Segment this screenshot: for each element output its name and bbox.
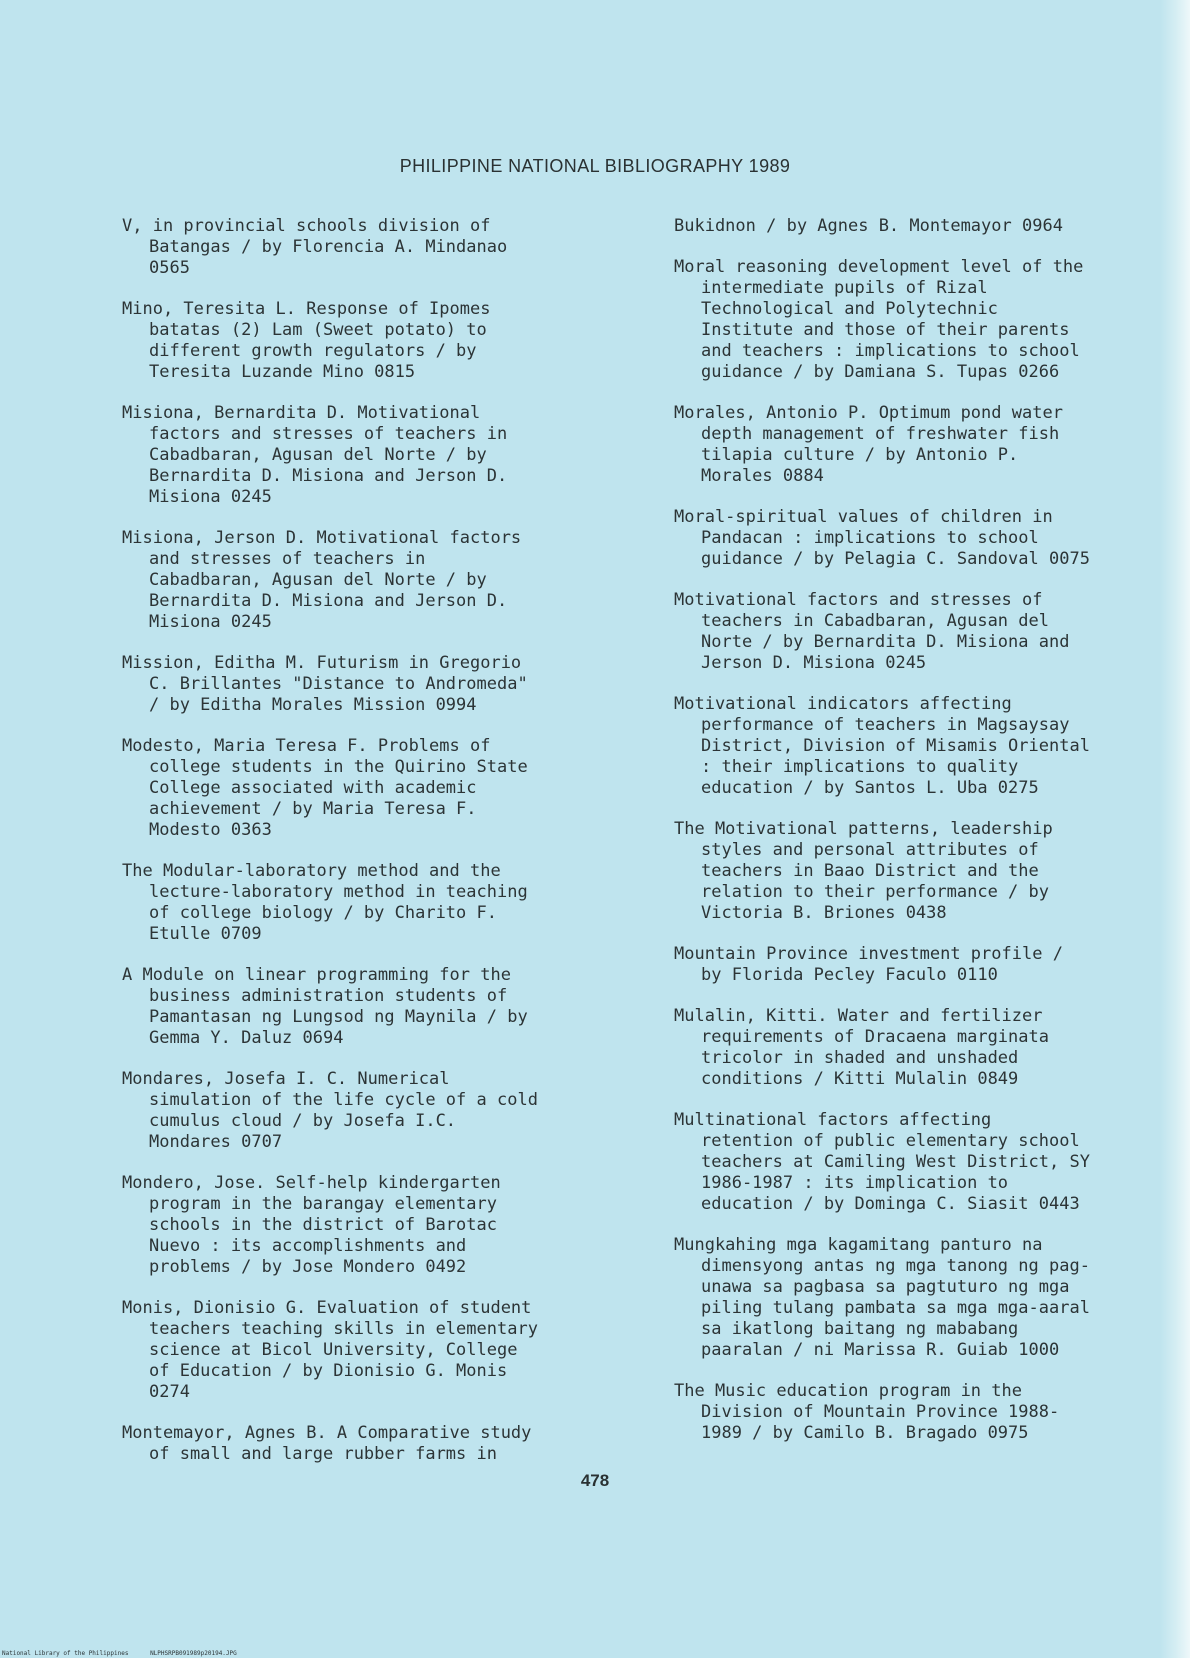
bibliography-entry: Mungkahing mga kagamitang panturo na dimensyong antas ng mga tanong ng pag- unawa sa pagbasa sa pagtuturo ng mga piling tulang pambata sa mga mga-aaral sa ikatlong baitang ng mababang paaralan / ni Marissa R. Guiab 1000 bbox=[674, 1235, 1090, 1360]
scan-footer bbox=[2, 1650, 255, 1657]
left-column bbox=[122, 216, 632, 1485]
bibliography-entry: Misiona, Jerson D. Motivational factors and stresses of teachers in Cabadbaran, Agusan del Norte / by Bernardita D. Misiona and Jerson D. Misiona 0245 bbox=[122, 528, 522, 632]
bibliography-entry: Morales, Antonio P. Optimum pond water depth management of freshwater fish tilapia culture / by Antonio P. Morales 0884 bbox=[674, 403, 1063, 486]
bibliography-entry: Moral reasoning development level of the intermediate pupils of Rizal Technological and Polytechnic Institute and those of their parents and teachers : implications to school guidance / by Damiana S. Tupas 0266 bbox=[674, 257, 1084, 382]
footer-filename: NLPHSRPB091989p20194.JPG bbox=[150, 1650, 237, 1657]
bibliography-entry: The Motivational patterns, leadership styles and personal attributes of teachers in Baao District and the relation to their performance / by Victoria B. Briones 0438 bbox=[674, 819, 1053, 923]
footer-library: National Library of the Philippines bbox=[2, 1650, 129, 1657]
bibliography-entry: The Modular-laboratory method and the lecture-laboratory method in teaching of college biology / by Charito F. Etulle 0709 bbox=[122, 861, 528, 944]
bibliography-entry: Mountain Province investment profile / by Florida Pecley Faculo 0110 bbox=[674, 944, 1063, 985]
bibliography-entry: Moral-spiritual values of children in Pandacan : implications to school guidance / by Pelagia C. Sandoval 0075 bbox=[674, 507, 1090, 569]
bibliography-entry: Mondero, Jose. Self-help kindergarten program in the barangay elementary schools in the district of Barotac Nuevo : its accomplishments and problems / by Jose Mondero 0492 bbox=[122, 1173, 501, 1277]
bibliography-entry: V, in provincial schools division of Batangas / by Florencia A. Mindanao 0565 bbox=[122, 216, 508, 278]
bibliography-entry: Mino, Teresita L. Response of Ipomes batatas (2) Lam (Sweet potato) to different growth regulators / by Teresita Luzande Mino 0815 bbox=[122, 299, 491, 382]
bibliography-entry: Mulalin, Kitti. Water and fertilizer requirements of Dracaena marginata tricolor in shaded and unshaded conditions / Kitti Mulalin 0849 bbox=[674, 1006, 1049, 1089]
bibliography-entry: Motivational factors and stresses of teachers in Cabadbaran, Agusan del Norte / by Bernardita D. Misiona and Jerson D. Misiona 0245 bbox=[674, 590, 1070, 673]
bibliography-entry: Bukidnon / by Agnes B. Montemayor 0964 bbox=[674, 216, 1063, 236]
page-number: 478 bbox=[580, 1471, 610, 1490]
bibliography-entry: Monis, Dionisio G. Evaluation of student teachers teaching skills in elementary science at Bicol University, College of Education / by Dionisio G. Monis 0274 bbox=[122, 1298, 538, 1402]
bibliography-entry: Mission, Editha M. Futurism in Gregorio C. Brillantes "Distance to Andromeda" / by Editha Morales Mission 0994 bbox=[122, 653, 528, 715]
bibliography-entry: Misiona, Bernardita D. Motivational factors and stresses of teachers in Cabadbaran, Agusan del Norte / by Bernardita D. Misiona and Jerson D. Misiona 0245 bbox=[122, 403, 508, 507]
bibliography-entry: A Module on linear programming for the business administration students of Pamantasan ng Lungsod ng Maynila / by Gemma Y. Daluz 0694 bbox=[122, 965, 528, 1048]
bibliography-entry: Multinational factors affecting retention of public elementary school teachers at Camiling West District, SY 1986-1987 : its implication to education / by Dominga C. Siasit 0443 bbox=[674, 1110, 1090, 1214]
page-title: PHILIPPINE NATIONAL BIBLIOGRAPHY 1989 bbox=[399, 156, 791, 176]
bibliography-entry: Modesto, Maria Teresa F. Problems of college students in the Quirino State College associated with academic achievement / by Maria Teresa F. Modesto 0363 bbox=[122, 736, 528, 840]
bibliography-entry: The Music education program in the Division of Mountain Province 1988- 1989 / by Camilo B. Bragado 0975 bbox=[674, 1381, 1060, 1443]
right-column bbox=[674, 216, 1184, 1464]
bibliography-entry: Motivational indicators affecting performance of teachers in Magsaysay District, Division of Misamis Oriental : their implications to quality education / by Santos L. Uba 0275 bbox=[674, 694, 1090, 798]
bibliography-entry: Montemayor, Agnes B. A Comparative study of small and large rubber farms in bbox=[122, 1423, 532, 1464]
bibliography-entry: Mondares, Josefa I. C. Numerical simulation of the life cycle of a cold cumulus cloud / by Josefa I.C. Mondares 0707 bbox=[122, 1069, 538, 1152]
